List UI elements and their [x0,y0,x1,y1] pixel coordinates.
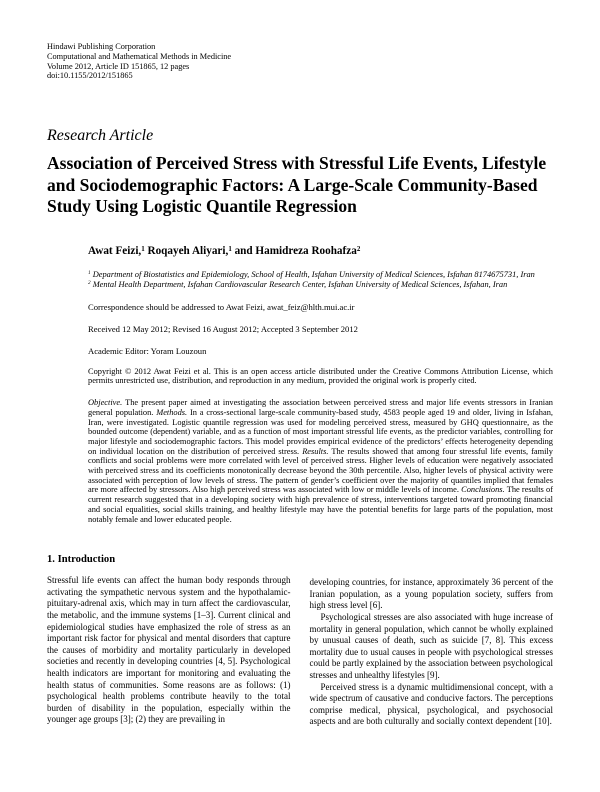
abstract-objective-label: Objective. [88,398,123,408]
right-column [310,554,554,728]
affiliation-2-text: Mental Health Department, Isfahan Cardiovascular Research Center, Isfahan University of Medical Sciences, Isfahan, Iran [90,279,508,289]
correspondence-line [88,302,553,312]
abstract-results-text: The results showed that among four stressful life events, family conflicts and social problems were more correlated with level of perceived stress. Higher levels of education were negatively associated with perceived stress and its coefficients monotonically decrease beyond the 30th percentile. Also, higher levels of physical activity were associated with perception of low levels of stress. The pattern of gender’s coefficient over the majority of quantiles implied that females are more affected by stressors. Also high perceived stress was associated with low or middle levels of income. [88,446,553,495]
academic-editor-line: Academic Editor: Yoram Louzoun [88,345,207,356]
intro-paragraph-right-1: developing countries, for instance, approximately 36 percent of the Iranian population, as a young population society, suffers from high stress level [6]. [309,577,553,611]
section-heading-introduction: 1. Introduction [47,554,116,566]
abstract-methods-text: In a cross-sectional large-scale community-based study, 4583 people aged 19 and older, living in Isfahan, Iran, were investigated. Logistic quantile regression was used for modeling perceived stress, measured by GHQ questionnaire, as the bounded outcome (dependent) variable, and as a function of most important stressful life events, as the predictor variables, controlling for major lifestyle and sociodemographic factors. This model provides empirical evidence of the predictors’ effects heterogeneity depending on individual location on the distribution of perceived stress. [88,407,553,456]
article-title: Association of Perceived Stress with Stressful Life Events, Lifestyle and Sociodemographic Factors: A Large-Scale Community-Based Study Using Logistic Quantile Regression [47,153,547,217]
affiliation-1-mark: 1 [88,270,91,277]
left-column [47,554,291,728]
abstract-results-label: Results. [302,446,329,456]
history-line: Received 12 May 2012; Revised 16 August 2012; Accepted 3 September 2012 [88,323,358,334]
publisher-header [47,42,553,81]
author-affmark-3: 2 [356,244,361,253]
abstract [88,398,553,524]
affiliation-1-text: Department of Biostatistics and Epidemiology, School of Health, Isfahan University of Medical Sciences, Isfahan 8174675731, Iran [90,269,535,279]
abstract-objective-text: The present paper aimed at investigating the association between perceived stress and major life events stressors in Iranian general population. [88,398,553,417]
abstract-conclusions-label: Conclusions. [461,485,505,495]
abstract-conclusions-text: The results of current research suggested that in a developing society with high prevalence of stress, interventions targeted toward promoting financial and social equalities, social skills training, and healthy lifestyle may have the potential benefits for large parts of the population, most notably female and lower educated people. [88,485,553,524]
author-affmark-2: 1 [228,244,232,253]
intro-paragraph-right-2: Psychological stresses are also associated with huge increase of mortality in general population, which cannot be wholly explained by unusual causes of death, such as suicide [7, 8]. This excess mortality due to usual causes in people with psychological stresses could be partly explained by the association between psychological stresses and unhealthy lifestyles [9]. [309,612,553,680]
publisher-name: Hindawi Publishing Corporation [47,42,156,51]
front-matter [88,245,553,525]
affiliations [88,270,553,290]
affiliation-1 [88,270,553,280]
intro-paragraph-left: Stressful life events can affect the human body responds through activating the sympathetic nervous system and the hypothalamic-pituitary-adrenal axis, which may in turn affect the cardiovascular, the metabolic, and the immune systems [1–3]. Current clinical and epidemiological studies have emphasized the role of stress as an important risk factor for physical and mental disorders that capture the causes of morbidity and mortality particularly in developed societies and recently in developing countries [4, 5]. Psychological health indicators are important for monitoring and evaluating the health status of communities. Some reasons are as follows: (1) psychological health problems contribute heavily to the total burden of disability in the population, especially within the younger age groups [3]; (2) they are prevailing in [47,575,291,725]
doi-line: doi:10.1155/2012/151865 [47,71,133,81]
copyright-notice: Copyright © 2012 Awat Feizi et al. This is an open access article distributed under the Creative Commons Attribution License, which permits unrestricted use, distribution, and reproduction in any medium, provided the original work is properly cited. [88,366,553,386]
correspondence-text: Correspondence should be addressed to Awat Feizi, [88,301,268,312]
author-name-2: Roqayeh Aliyari, [144,244,229,257]
journal-name: Computational and Mathematical Methods in Medicine [47,51,232,61]
two-column-body [47,554,553,728]
affiliation-2-mark: 2 [88,280,91,287]
affiliation-2 [88,280,553,290]
intro-paragraph-right-3: Perceived stress is a dynamic multidimensional concept, with a wide spectrum of causative and conducive factors. The perceptions comprise medical, physical, psychological, and psychosocial aspects and are both culturally and socially context dependent [10]. [309,681,553,727]
author-affmark-1: 1 [141,244,145,253]
author-name-3: and Hamidreza Roohafza [231,244,357,257]
article-type-label: Research Article [47,127,154,145]
authors-line [88,245,553,257]
volume-line: Volume 2012, Article ID 151865, 12 pages [47,61,190,71]
abstract-methods-label: Methods. [156,407,188,417]
author-name-1: Awat Feizi, [88,244,142,257]
correspondence-email: awat_feiz@hlth.mui.ac.ir [267,301,355,312]
